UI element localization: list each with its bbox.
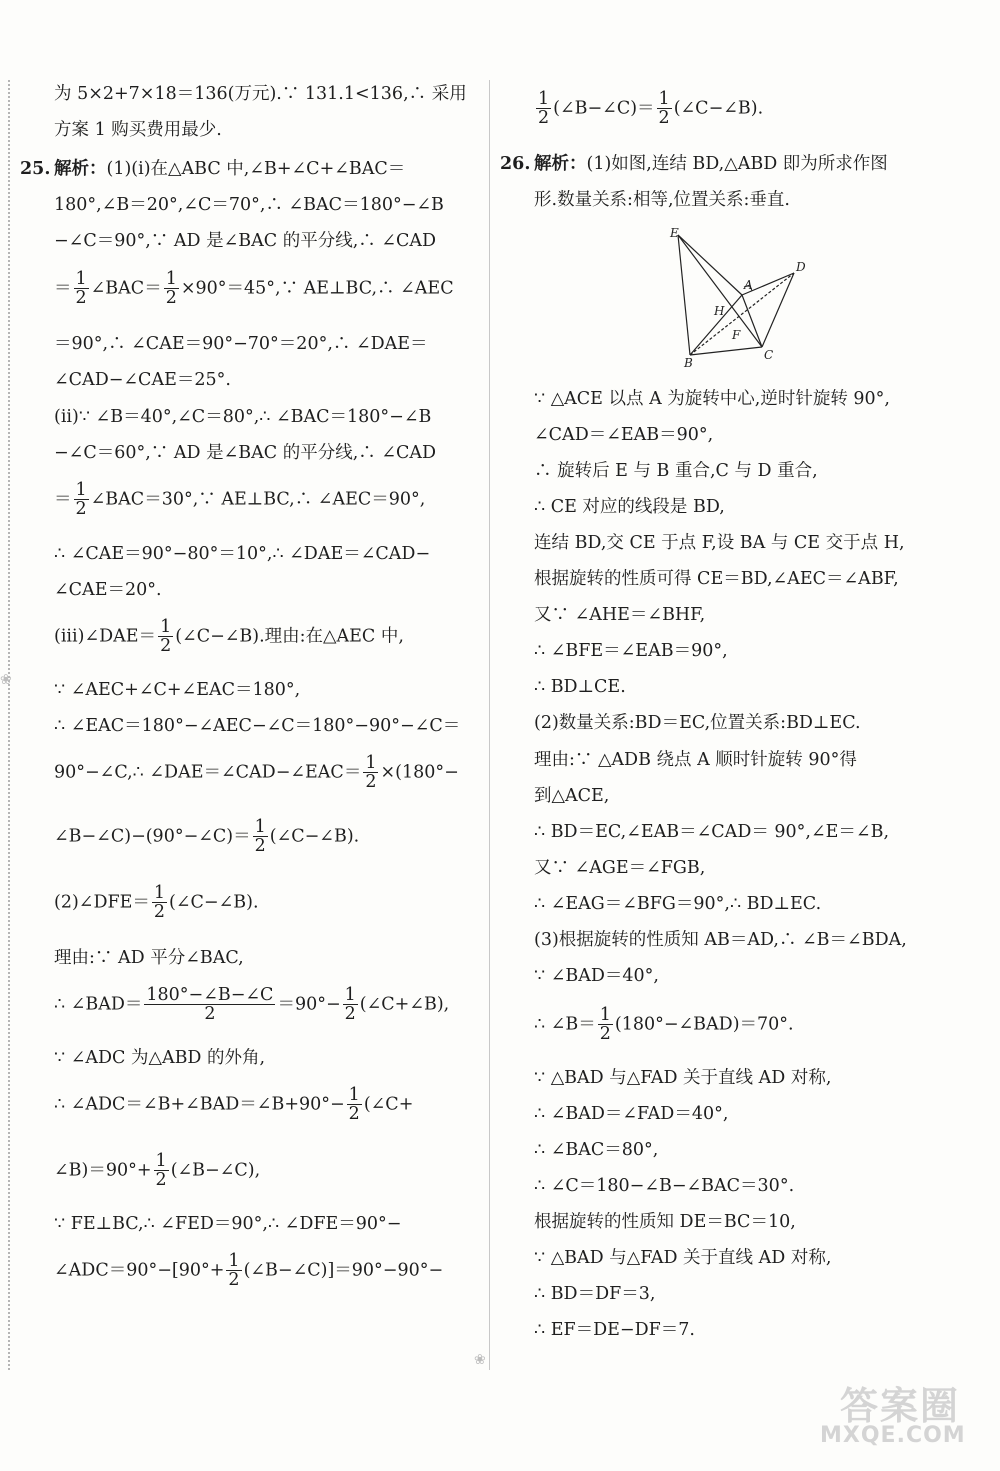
fraction-half: $\frac{1}{2}$ [538, 89, 550, 129]
text-line: ∵ △ACE 以点 A 为旋转中心,逆时针旋转 90°, [534, 389, 890, 409]
question-25-line [20, 159, 480, 181]
text-line: ∠CAD−∠CAE＝25°. [54, 370, 231, 390]
fraction-half: $\frac{1}{2}$ [75, 269, 87, 309]
analysis-heading: 解析： [534, 154, 587, 174]
text-line: −∠C＝60°,∵ AD 是∠BAC 的平分线,∴ ∠CAD [54, 443, 437, 463]
fraction-half: $\frac{1}{2}$ [165, 269, 177, 309]
binding-gutter [8, 80, 14, 1370]
text-line: 连结 BD,交 CE 于点 F,设 BA 与 CE 交于点 H, [534, 533, 905, 553]
question-26-line [500, 154, 955, 176]
text-line: ∴ BD＝EC,∠EAB＝∠CAD＝ 90°,∠E＝∠B, [534, 822, 890, 842]
analysis-heading: 解析： [54, 159, 107, 179]
text: ＝ [54, 489, 72, 510]
fraction-half: $\frac{1}{2}$ [348, 1085, 360, 1125]
text: (∠B−∠C)＝ [553, 98, 655, 119]
text-line [20, 1252, 443, 1290]
label-E: E [670, 226, 679, 240]
text-line: ∴ EF＝DE−DF＝7. [534, 1320, 695, 1340]
fraction-half: $\frac{1}{2}$ [365, 753, 377, 793]
text-line: 又∵ ∠AHE＝∠BHF, [534, 605, 706, 625]
text: (∠C−∠B). [673, 98, 764, 119]
text-line: ∵ ∠BAD＝40°, [534, 966, 659, 986]
label-H: H [714, 304, 725, 318]
text-line: (ii)∵ ∠B＝40°,∠C＝80°,∴ ∠BAC＝180°−∠B [54, 407, 432, 427]
text-line [20, 1152, 260, 1190]
text-line: ∠CAD＝∠EAB＝90°, [534, 425, 714, 445]
flower-mark-icon: ❀ [474, 1352, 486, 1368]
text: (∠C+ [363, 1094, 414, 1115]
watermark-logo: 答案圈 [840, 1384, 961, 1428]
rotation-geometry-figure [662, 225, 812, 370]
question-number: 25. [20, 159, 51, 179]
label-A: A [744, 278, 753, 292]
text-line: ∵ ∠ADC 为△ABD 的外角, [54, 1048, 266, 1068]
text: (2)∠DFE＝ [54, 892, 150, 913]
text: (∠B−∠C)]＝90°−90°− [243, 1260, 444, 1281]
text-line: ∵ FE⊥BC,∴ ∠FED＝90°,∴ ∠DFE＝90°− [54, 1214, 402, 1234]
text-line: −∠C＝90°,∵ AD 是∠BAC 的平分线,∴ ∠CAD [54, 231, 437, 251]
text: ＝ [54, 278, 72, 299]
fraction-half: $\frac{1}{2}$ [254, 817, 266, 857]
text-line: (2)数量关系:BD＝EC,位置关系:BD⊥EC. [534, 713, 861, 733]
text: (∠B−∠C), [170, 1160, 261, 1181]
text-line: ∠CAE＝20°. [54, 580, 162, 600]
text-line: ∵ △BAD 与△FAD 关于直线 AD 对称, [534, 1068, 832, 1088]
text: (∠C−∠B). [169, 892, 259, 913]
fraction-bisector: $\frac{180^\circ-\angle B-\angle C}{2}$ [146, 985, 274, 1025]
segment-BD [690, 273, 794, 355]
fraction-half: $\frac{1}{2}$ [155, 1151, 167, 1191]
fraction-half: $\frac{1}{2}$ [599, 1005, 611, 1045]
text-line: ∵ △BAD 与△FAD 关于直线 AD 对称, [534, 1248, 832, 1268]
fraction-half: $\frac{1}{2}$ [153, 883, 166, 923]
text: ∴ ∠BAD＝ [54, 994, 143, 1015]
text-line [20, 818, 359, 856]
text-line [20, 754, 459, 792]
text: ∠BAC＝ [90, 278, 162, 299]
text-line: 180°,∠B＝20°,∠C＝70°,∴ ∠BAC＝180°−∠B [54, 195, 444, 215]
text-line: 又∵ ∠AGE＝∠FGB, [534, 858, 706, 878]
text-line: ∴ ∠EAC＝180°−∠AEC−∠C＝180°−90°−∠C＝ [54, 716, 461, 736]
text: ∠B)＝90°+ [54, 1160, 152, 1181]
fraction-half: $\frac{1}{2}$ [228, 1251, 240, 1291]
text-line: 理由:∵ △ADB 绕点 A 顺时针旋转 90°得 [534, 750, 857, 770]
text-line: 方案 1 购买费用最少. [54, 120, 222, 140]
text-line [20, 270, 454, 308]
text: ∴ ∠B＝ [534, 1014, 596, 1035]
segment-BC [690, 347, 762, 355]
text-line [20, 986, 449, 1024]
text-line [20, 884, 259, 922]
text: (∠C+∠B), [359, 994, 450, 1015]
text: (∠C−∠B). [269, 826, 360, 847]
text-line: ∴ ∠CAE＝90°−80°＝10°,∴ ∠DAE＝∠CAD− [54, 544, 431, 564]
text-line [500, 1006, 794, 1044]
fraction-half: $\frac{1}{2}$ [344, 985, 356, 1025]
text-line: 根据旋转的性质知 DE＝BC＝10, [534, 1212, 796, 1232]
text: ∠BAC＝30°,∵ AE⊥BC,∴ ∠AEC＝90°, [90, 489, 426, 510]
text-line: 为 5×2+7×18＝136(万元).∵ 131.1<136,∴ 采用 [54, 84, 467, 104]
text-line [20, 1086, 413, 1124]
text-line: ∴ ∠EAG＝∠BFG＝90°,∴ BD⊥EC. [534, 894, 822, 914]
text-line: 形.数量关系:相等,位置关系:垂直. [534, 190, 790, 210]
text-line: ∴ BD⊥CE. [534, 677, 626, 697]
segment-AC [742, 295, 762, 347]
text-line: ∴ ∠BAD＝∠FAD＝40°, [534, 1104, 729, 1124]
text: (∠C−∠B).理由:在△AEC 中, [175, 626, 404, 647]
flower-mark-icon: ❀ [0, 672, 12, 688]
segment-EB [678, 235, 690, 355]
watermark-url: MXQE.COM [820, 1423, 966, 1448]
text-line: ∵ ∠AEC+∠C+∠EAC＝180°, [54, 680, 301, 700]
text: ×(180°− [380, 762, 459, 783]
text: ∠B−∠C)−(90°−∠C)＝ [54, 826, 251, 847]
label-D: D [796, 260, 806, 274]
question-number: 26. [500, 154, 531, 174]
text: (1)如图,连结 BD,△ABD 即为所求作图 [586, 154, 888, 174]
text: (180°−∠BAD)＝70°. [614, 1014, 794, 1035]
text: ∠ADC＝90°−[90°+ [54, 1260, 225, 1281]
text-line: ∴ ∠BAC＝80°, [534, 1140, 659, 1160]
text: ＝90°− [277, 994, 341, 1015]
text-line: 理由:∵ AD 平分∠BAC, [54, 948, 244, 968]
text-line: ∴ ∠BFE＝∠EAB＝90°, [534, 641, 728, 661]
text-line [500, 90, 763, 128]
column-divider [489, 80, 490, 1370]
fraction-half: $\frac{1}{2}$ [75, 480, 87, 520]
text: 90°−∠C,∴ ∠DAE＝∠CAD−∠EAC＝ [54, 762, 362, 783]
text-line [20, 481, 425, 519]
text-line: ＝90°,∴ ∠CAE＝90°−70°＝20°,∴ ∠DAE＝ [54, 334, 428, 354]
text: ∴ ∠ADC＝∠B+∠BAD＝∠B+90°− [54, 1094, 345, 1115]
text-line: 根据旋转的性质可得 CE＝BD,∠AEC＝∠ABF, [534, 569, 899, 589]
text: (iii)∠DAE＝ [54, 626, 157, 647]
text: ×90°＝45°,∵ AE⊥BC,∴ ∠AEC [180, 278, 454, 299]
text-line: ∴ BD＝DF＝3, [534, 1284, 656, 1304]
text: (1)(i)在△ABC 中,∠B+∠C+∠BAC＝ [106, 159, 406, 179]
text-line: ∴ CE 对应的线段是 BD, [534, 497, 725, 517]
label-C: C [764, 348, 774, 362]
watermark [800, 1373, 990, 1453]
text-line [20, 618, 404, 656]
fraction-half: $\frac{1}{2}$ [658, 89, 670, 129]
text-line: 到△ACE, [534, 786, 610, 806]
segment-EA [678, 235, 742, 295]
text-line: (3)根据旋转的性质知 AB＝AD,∴ ∠B＝∠BDA, [534, 930, 907, 950]
label-B: B [684, 356, 693, 370]
text-line: ∴ 旋转后 E 与 B 重合,C 与 D 重合, [534, 461, 818, 481]
fraction-half: $\frac{1}{2}$ [160, 617, 172, 657]
label-F: F [732, 328, 741, 342]
text-line: ∴ ∠C＝180−∠B−∠BAC＝30°. [534, 1176, 795, 1196]
